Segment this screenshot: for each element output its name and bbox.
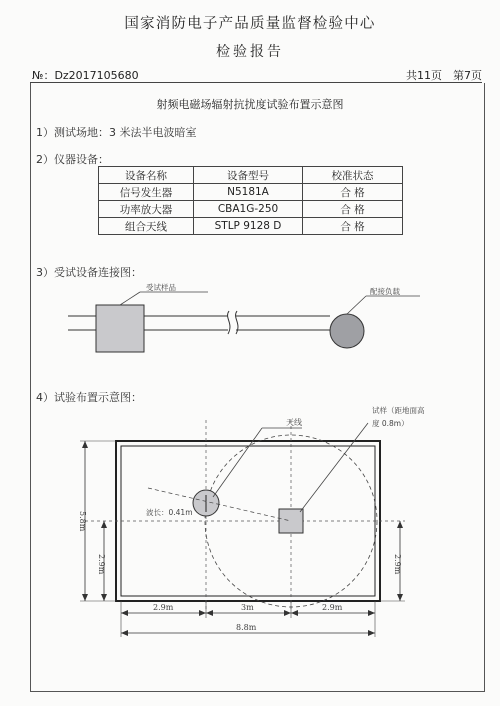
dim-arrow: [206, 610, 213, 616]
eut-layout-label-line1: 试样（距地面高: [372, 406, 425, 415]
table-cell: 组合天线: [99, 218, 194, 235]
page-info: 共11页 第7页: [406, 69, 482, 82]
report-title: 检验报告: [216, 44, 284, 60]
table-cell: N5181A: [194, 184, 303, 201]
test-site-label: 1）测试场地：3 米法半电波暗室: [36, 126, 197, 139]
antenna-leader-line: [213, 428, 262, 497]
dim-width-mid: 3m: [241, 603, 254, 612]
figure-title: 射频电磁场辐射抗扰度试验布置示意图: [156, 98, 344, 111]
eut-layout-label-line2: 度 0.8m）: [372, 419, 409, 428]
dim-arrow: [397, 521, 403, 528]
dim-arrow: [121, 610, 128, 616]
table-header-cell: 设备型号: [194, 167, 303, 184]
dim-arrow: [291, 610, 298, 616]
wavelength-label: 波长：0.41m: [146, 508, 193, 517]
table-cell: 功率放大器: [99, 201, 194, 218]
dim-height-right: 2.9m: [393, 554, 402, 575]
table-cell: 合 格: [303, 201, 403, 218]
table-cell: 合 格: [303, 184, 403, 201]
dim-arrow: [101, 521, 107, 528]
load-label: 配接负载: [370, 287, 400, 296]
instruments-label: 2）仪器设备：: [36, 153, 109, 166]
dim-arrow: [82, 594, 88, 601]
table-cell: 信号发生器: [99, 184, 194, 201]
dim-width-right: 2.9m: [322, 603, 343, 612]
table-cell: 合 格: [303, 218, 403, 235]
dim-width-total: 8.8m: [236, 623, 257, 632]
document-number: №：Dz2017105680: [32, 69, 139, 82]
table-header-cell: 设备名称: [99, 167, 194, 184]
dim-arrow: [284, 610, 291, 616]
dim-arrow: [368, 610, 375, 616]
dim-arrow: [199, 610, 206, 616]
dim-arrow: [101, 594, 107, 601]
dim-height-left: 2.9m: [97, 554, 106, 575]
dim-arrow: [82, 441, 88, 448]
layout-label: 4）试验布置示意图：: [36, 391, 142, 404]
eut-layout-leader-line: [300, 423, 368, 512]
connection-label: 3）受试设备连接图：: [36, 266, 142, 279]
dim-arrow: [368, 630, 375, 636]
table-header-cell: 校准状态: [303, 167, 403, 184]
dim-height-total: 5.8m: [78, 511, 87, 532]
eut-label: 受试样品: [146, 283, 176, 292]
antenna-label: 天线: [286, 418, 302, 427]
dim-width-left: 2.9m: [153, 603, 174, 612]
org-name: 国家消防电子产品质量监督检验中心: [124, 16, 376, 32]
table-cell: STLP 9128 D: [194, 218, 303, 235]
dim-arrow: [397, 594, 403, 601]
dim-arrow: [121, 630, 128, 636]
table-cell: CBA1G-250: [194, 201, 303, 218]
